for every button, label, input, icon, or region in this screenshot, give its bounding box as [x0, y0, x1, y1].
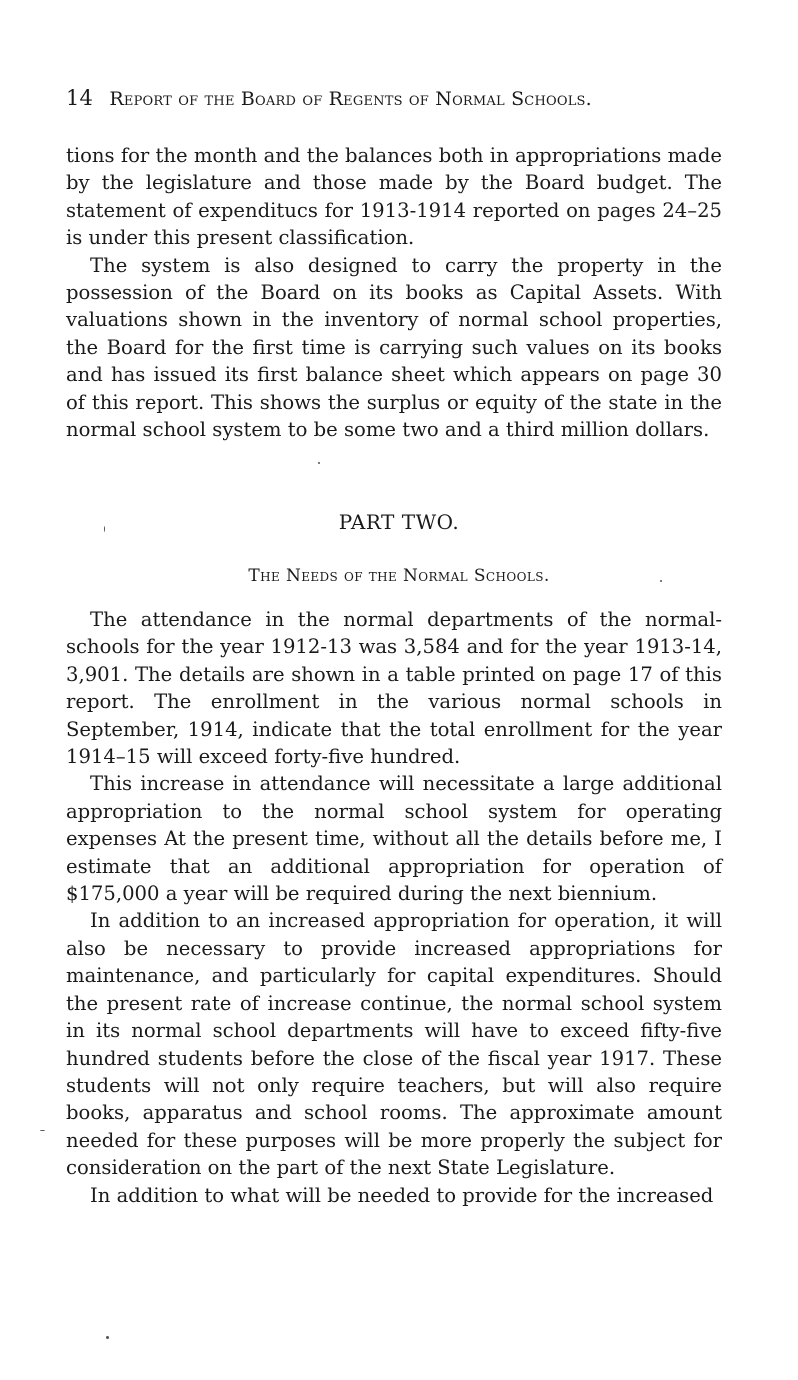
scan-speck	[318, 462, 320, 464]
scan-speck	[104, 526, 105, 532]
paragraph-continued: tions for the month and the balances both in appropriations made by the legislature and those made by the Board budget. The statement of expenditucs for 1913-1914 reported on pages 24–25 is under this present classification.	[66, 144, 722, 250]
running-header	[66, 86, 726, 110]
part-heading: PART TWO.	[338, 510, 460, 534]
paragraph-capital-assets: The system is also designed to carry the property in the possession of the Board on its books as Capital Assets. With valuations shown in the inventory of normal school properties, the Board for the first time is carrying such values on its books and has issued its first balance sheet which appears on page 30 of this report. This shows the surplus or equity of the state in the normal school system to be some two and a third million dollars.	[66, 253, 722, 442]
running-title: Report of the Board of Regents of Normal Schools.	[109, 88, 592, 110]
paragraph-attendance: The attendance in the normal departments of the normal-schools for the year 1912-13 was 3,584 and for the year 1913-14, 3,901. The details are shown in a table printed on page 17 of this report. The enrollment in the various normal schools in September, 1914, indicate that the total enrollment for the year 1914–15 will exceed forty-five hundred.	[66, 608, 722, 769]
section-heading: The Needs of the Normal Schools.	[248, 566, 550, 586]
paragraph-appropriation: This increase in attendance will necessitate a large additional appropriation to the normal school system for operating expenses At the present time, without all the details before me, I estimate that an additional appropriation for operation of $175,000 a year will be required during the next biennium.	[66, 772, 722, 906]
paragraph-increased: In addition to what will be needed to provide for the increased	[90, 1183, 714, 1207]
paragraph-maintenance: In addition to an increased appropriation for operation, it will also be necessary to provide increased appropriations for maintenance, and particularly for capital expenditures. Should the present rate of increase continue, the normal school system in its normal school departments will have to exceed fifty-five hundred students before the close of the fiscal year 1917. These students will not only require teachers, but will also require books, apparatus and school rooms. The approximate amount needed for these purposes will be more properly the subject for consideration on the part of the next State Legislature.	[66, 909, 722, 1180]
top-text-block	[66, 142, 722, 443]
scan-speck	[40, 1130, 45, 1131]
page-number: 14	[66, 86, 94, 110]
scan-speck	[660, 580, 662, 582]
main-text-block	[66, 606, 722, 1209]
scan-speck	[106, 1336, 109, 1339]
